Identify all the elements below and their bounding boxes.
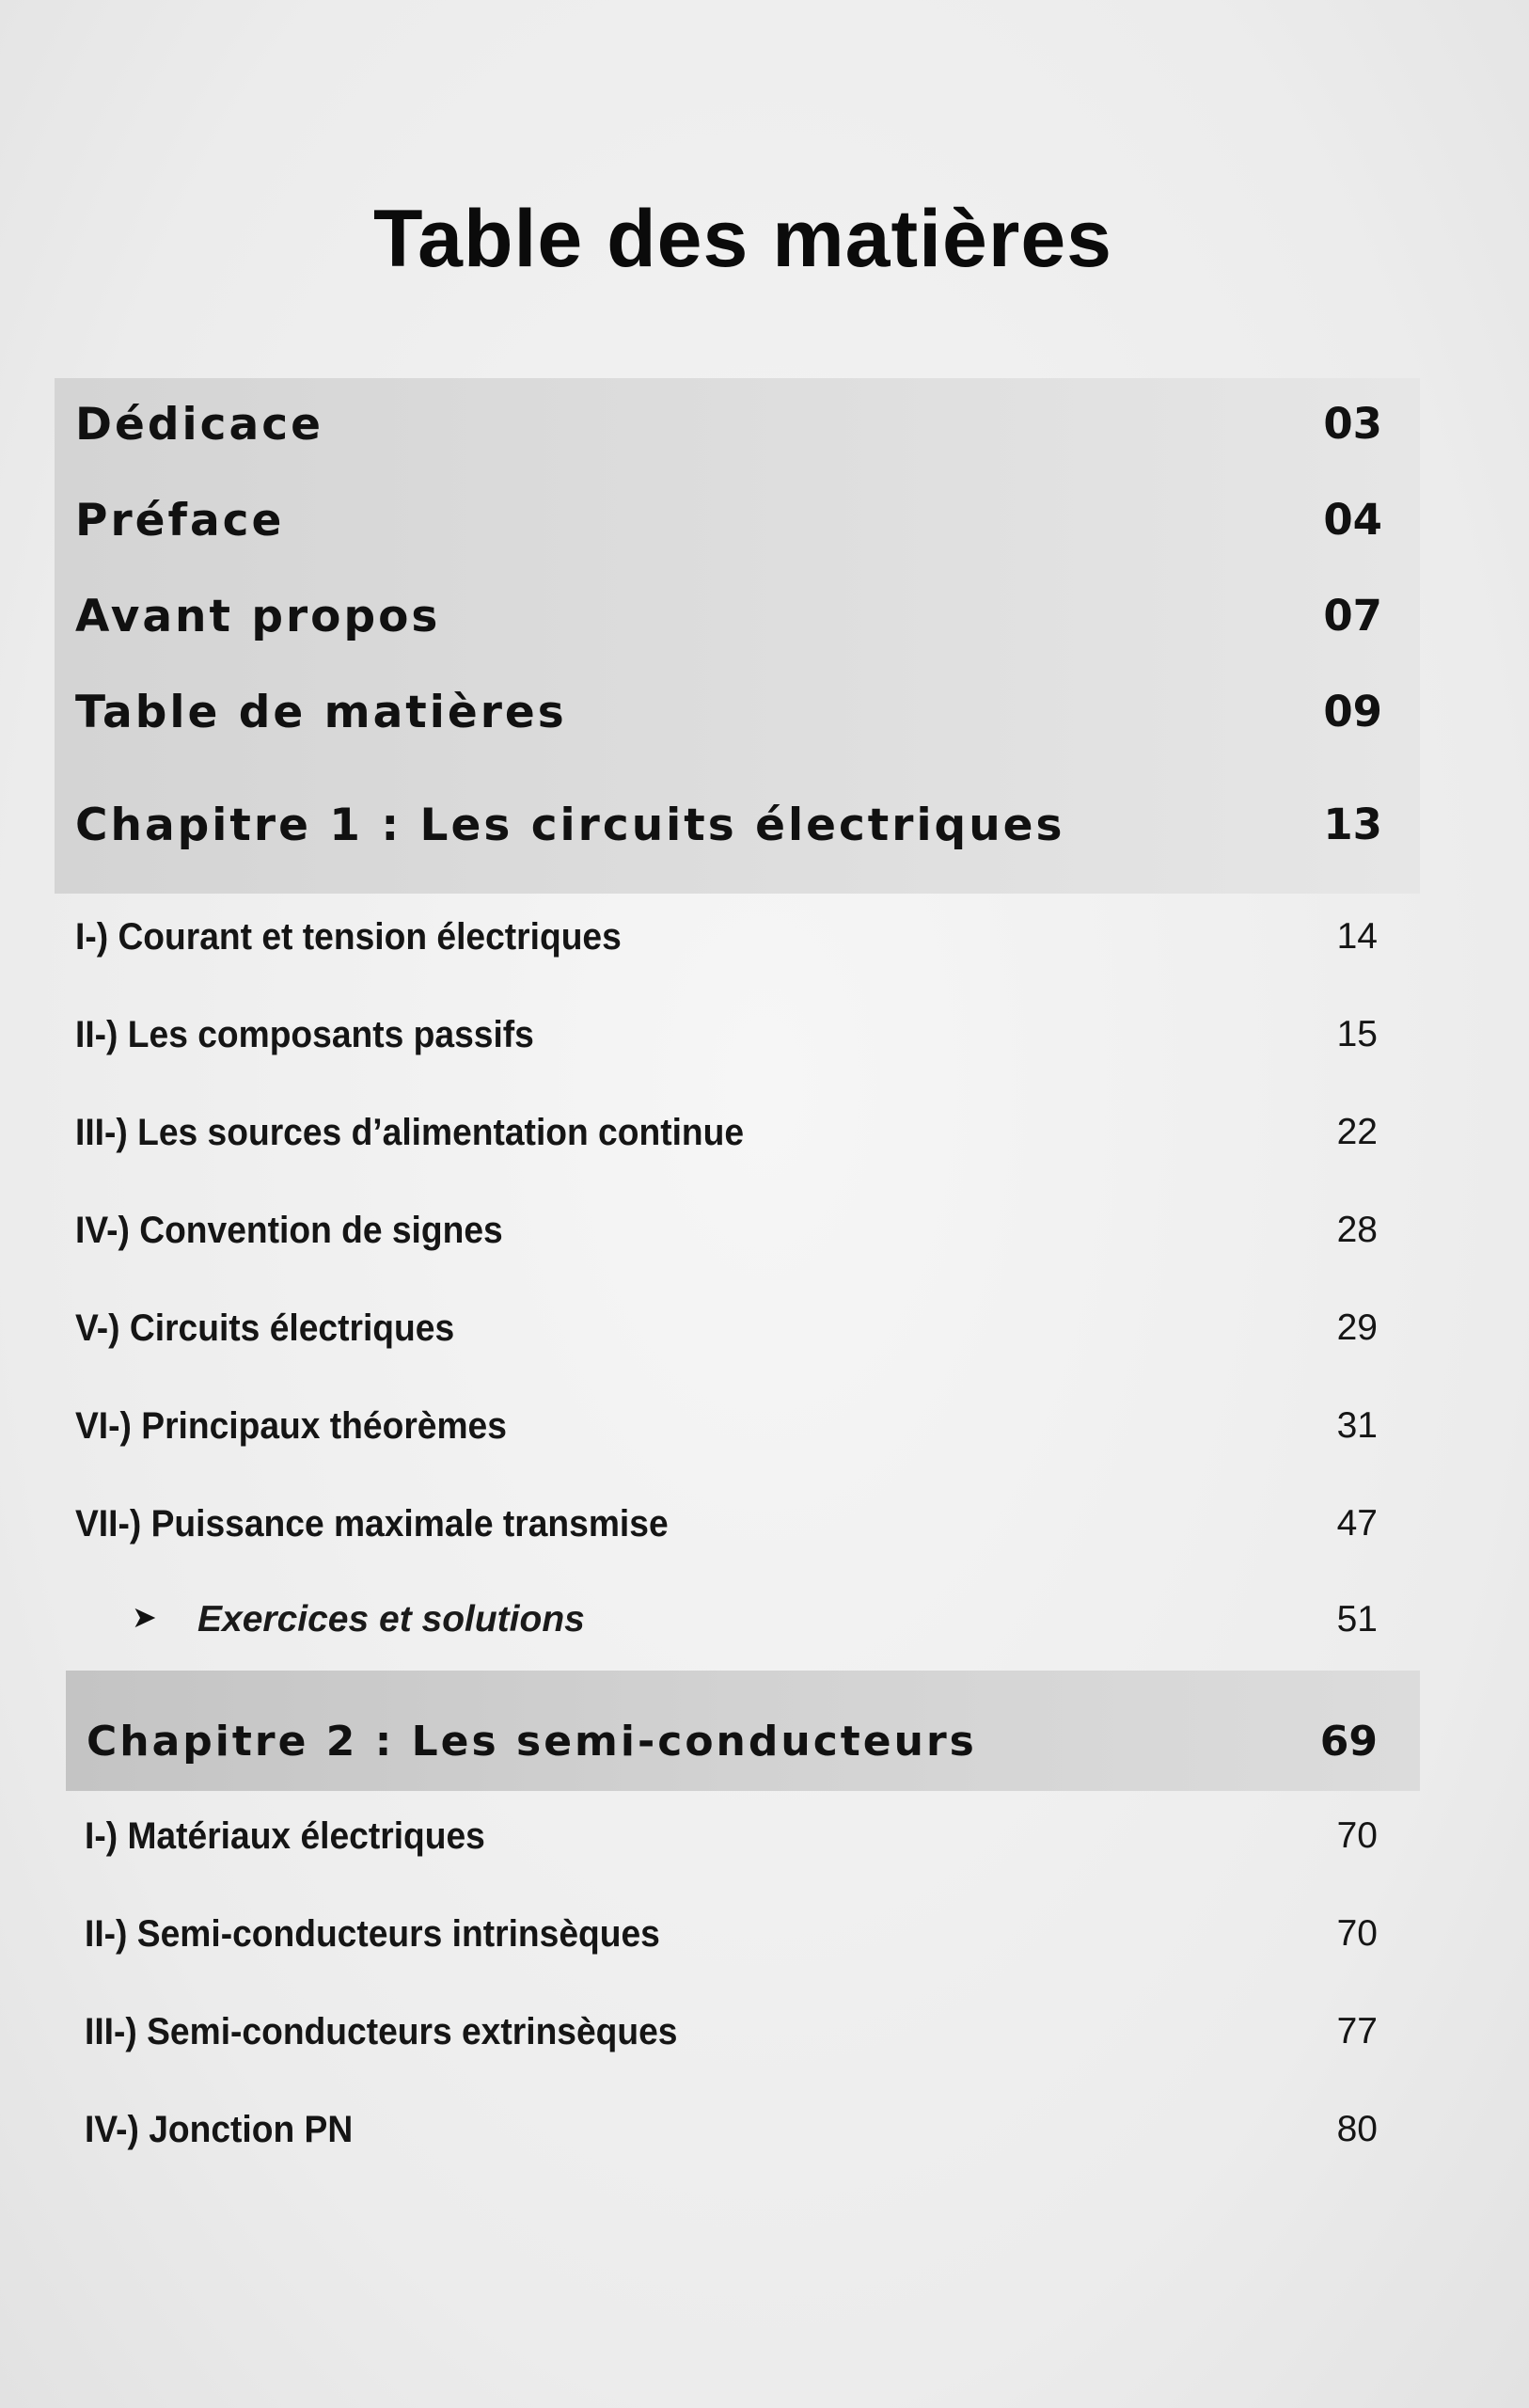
toc-entry-label: Table de matières xyxy=(75,687,567,738)
toc-section xyxy=(0,916,1529,973)
toc-entry-label: Préface xyxy=(75,495,285,547)
toc-section-page: 15 xyxy=(1336,1014,1378,1054)
toc-section-label: II-) Semi-conducteurs intrinsèques xyxy=(85,1913,660,1955)
toc-section xyxy=(0,2109,1529,2165)
toc-section xyxy=(0,1112,1529,1168)
toc-section xyxy=(0,1913,1529,1970)
chapter-1-page: 13 xyxy=(1323,800,1382,849)
toc-section xyxy=(0,1503,1529,1560)
chapter-1-title: Chapitre 1 : Les circuits électriques xyxy=(75,800,1065,851)
chapter-2-page: 69 xyxy=(1319,1718,1378,1766)
toc-entry-label: Dédicace xyxy=(75,399,323,451)
toc-exercises xyxy=(0,1599,1529,1656)
page-title: Table des matières xyxy=(373,194,1112,284)
toc-section xyxy=(0,1405,1529,1462)
toc-entry-page: 03 xyxy=(1323,399,1382,449)
chapter-1-heading xyxy=(0,800,1529,856)
toc-section-page: 14 xyxy=(1336,916,1378,957)
toc-section xyxy=(0,1210,1529,1266)
toc-section-label: II-) Les composants passifs xyxy=(75,1014,534,1055)
toc-section-label: IV-) Jonction PN xyxy=(85,2109,354,2150)
arrow-bullet-icon: ➤ xyxy=(132,1599,157,1635)
toc-entry-page: 09 xyxy=(1323,687,1382,737)
toc-section-page: 47 xyxy=(1336,1503,1378,1544)
toc-section-label: I-) Courant et tension électriques xyxy=(75,916,622,958)
toc-entry-page: 04 xyxy=(1323,495,1382,545)
toc-section-page: 80 xyxy=(1336,2109,1378,2149)
toc-entry-preface xyxy=(0,495,1529,551)
toc-section-page: 22 xyxy=(1336,1112,1378,1152)
toc-exercises-label: Exercices et solutions xyxy=(197,1599,585,1640)
chapter-2-heading xyxy=(0,1718,1529,1774)
toc-section-label: VI-) Principaux théorèmes xyxy=(75,1405,507,1447)
toc-entry-avant-propos xyxy=(0,591,1529,647)
toc-entry-page: 07 xyxy=(1323,591,1382,641)
toc-section xyxy=(0,1815,1529,1872)
toc-section-label: V-) Circuits électriques xyxy=(75,1307,455,1349)
toc-section-page: 31 xyxy=(1336,1405,1378,1446)
toc-section xyxy=(0,1307,1529,1364)
toc-section-page: 70 xyxy=(1336,1815,1378,1856)
toc-section xyxy=(0,2011,1529,2067)
chapter-2-title: Chapitre 2 : Les semi-conducteurs xyxy=(87,1718,977,1766)
toc-entry-table-de-matieres xyxy=(0,687,1529,743)
toc-section-page: 29 xyxy=(1336,1307,1378,1348)
toc-section-page: 77 xyxy=(1336,2011,1378,2052)
toc-exercises-page: 51 xyxy=(1336,1599,1378,1640)
toc-section-label: I-) Matériaux électriques xyxy=(85,1815,485,1857)
toc-section-label: IV-) Convention de signes xyxy=(75,1210,503,1251)
toc-section-page: 28 xyxy=(1336,1210,1378,1250)
toc-section-label: VII-) Puissance maximale transmise xyxy=(75,1503,669,1545)
toc-section xyxy=(0,1014,1529,1070)
toc-entry-dedicace xyxy=(0,399,1529,455)
toc-entry-label: Avant propos xyxy=(75,591,441,642)
toc-section-label: III-) Semi-conducteurs extrinsèques xyxy=(85,2011,678,2052)
toc-section-page: 70 xyxy=(1336,1913,1378,1954)
toc-section-label: III-) Les sources d’alimentation continue xyxy=(75,1112,745,1153)
